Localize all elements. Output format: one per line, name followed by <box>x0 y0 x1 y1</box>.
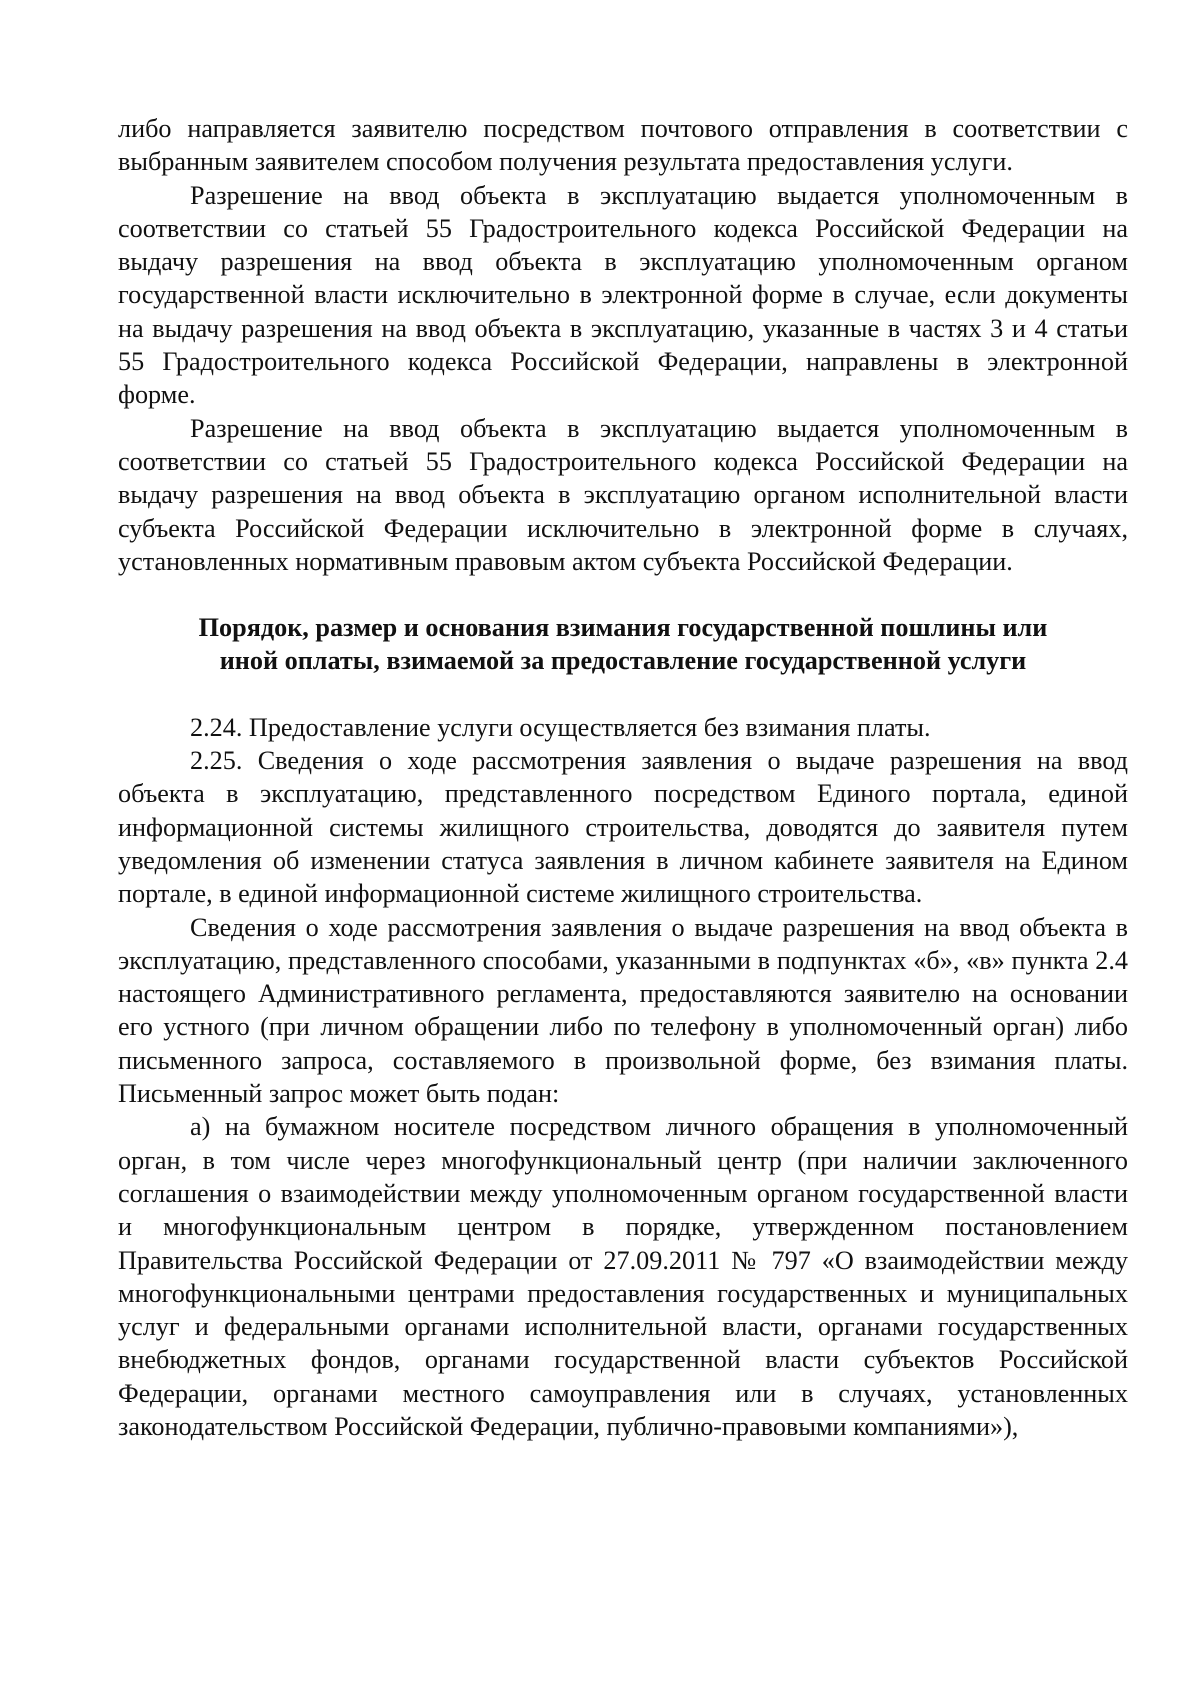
paragraph-2-25: 2.25. Сведения о ходе рассмотрения заявления о выдаче разрешения на ввод объекта в эксплуатацию, представленного посредством Единого портала, единой информационной системы жилищного строительства, доводятся до заявителя путем уведомления об изменении статуса заявления в личном кабинете заявителя на Едином портале, в единой информационной системе жилищного строительства. <box>118 746 1128 909</box>
section-heading-line-1: Порядок, размер и основания взимания государственной пошлины или <box>198 613 1048 643</box>
document-page <box>118 112 1128 1443</box>
paragraph-2-24: 2.24. Предоставление услуги осуществляется без взимания платы. <box>190 712 931 742</box>
paragraph-continuation: либо направляется заявителю посредством почтового отправления в соответствии с выбранным заявителем способом получения результата предоставления услуги. <box>118 114 1128 177</box>
section-heading-line-2: иной оплаты, взимаемой за предоставление государственной услуги <box>219 646 1027 676</box>
section-heading <box>118 611 1128 678</box>
paragraph-item-a: а) на бумажном носителе посредством личного обращения в уполномоченный орган, в том числе через многофункциональный центр (при наличии заключенного соглашения о взаимодействии между уполномоченным органом государственной власти и многофункциональным центром в порядке, утвержденном постановлением Правительства Российской Федерации от 27.09.2011 № 797 «О взаимодействии между многофункциональными центрами предоставления государственных и муниципальных услуг и федеральными органами исполнительной власти, органами государственных внебюджетных фондов, органами государственной власти субъектов Российской Федерации, органами местного самоуправления или в случаях, установленных законодательством Российской Федерации, публично-правовыми компаниями»), <box>118 1112 1128 1441</box>
paragraph-permit-regional-authority: Разрешение на ввод объекта в эксплуатацию выдается уполномоченным в соответствии со статьей 55 Градостроительного кодекса Российской Федерации на выдачу разрешения на ввод объекта в эксплуатацию органом исполнительной власти субъекта Российской Федерации исключительно в электронной форме в случаях, установленных нормативным правовым актом субъекта Российской Федерации. <box>118 413 1128 576</box>
paragraph-status-info: Сведения о ходе рассмотрения заявления о выдаче разрешения на ввод объекта в эксплуатацию, представленного способами, указанными в подпунктах «б», «в» пункта 2.4 настоящего Административного регламента, предоставляются заявителю на основании его устного (при личном обращении либо по телефону в уполномоченный орган) либо письменного запроса, составляемого в произвольной форме, без взимания платы. Письменный запрос может быть подан: <box>118 912 1128 1109</box>
paragraph-permit-state-authority: Разрешение на ввод объекта в эксплуатацию выдается уполномоченным в соответствии со статьей 55 Градостроительного кодекса Российской Федерации на выдачу разрешения на ввод объекта в эксплуатацию уполномоченным органом государственной власти исключительно в электронной форме в случае, если документы на выдачу разрешения на ввод объекта в эксплуатацию, указанные в частях 3 и 4 статьи 55 Градостроительного кодекса Российской Федерации, направлены в электронной форме. <box>118 180 1128 410</box>
